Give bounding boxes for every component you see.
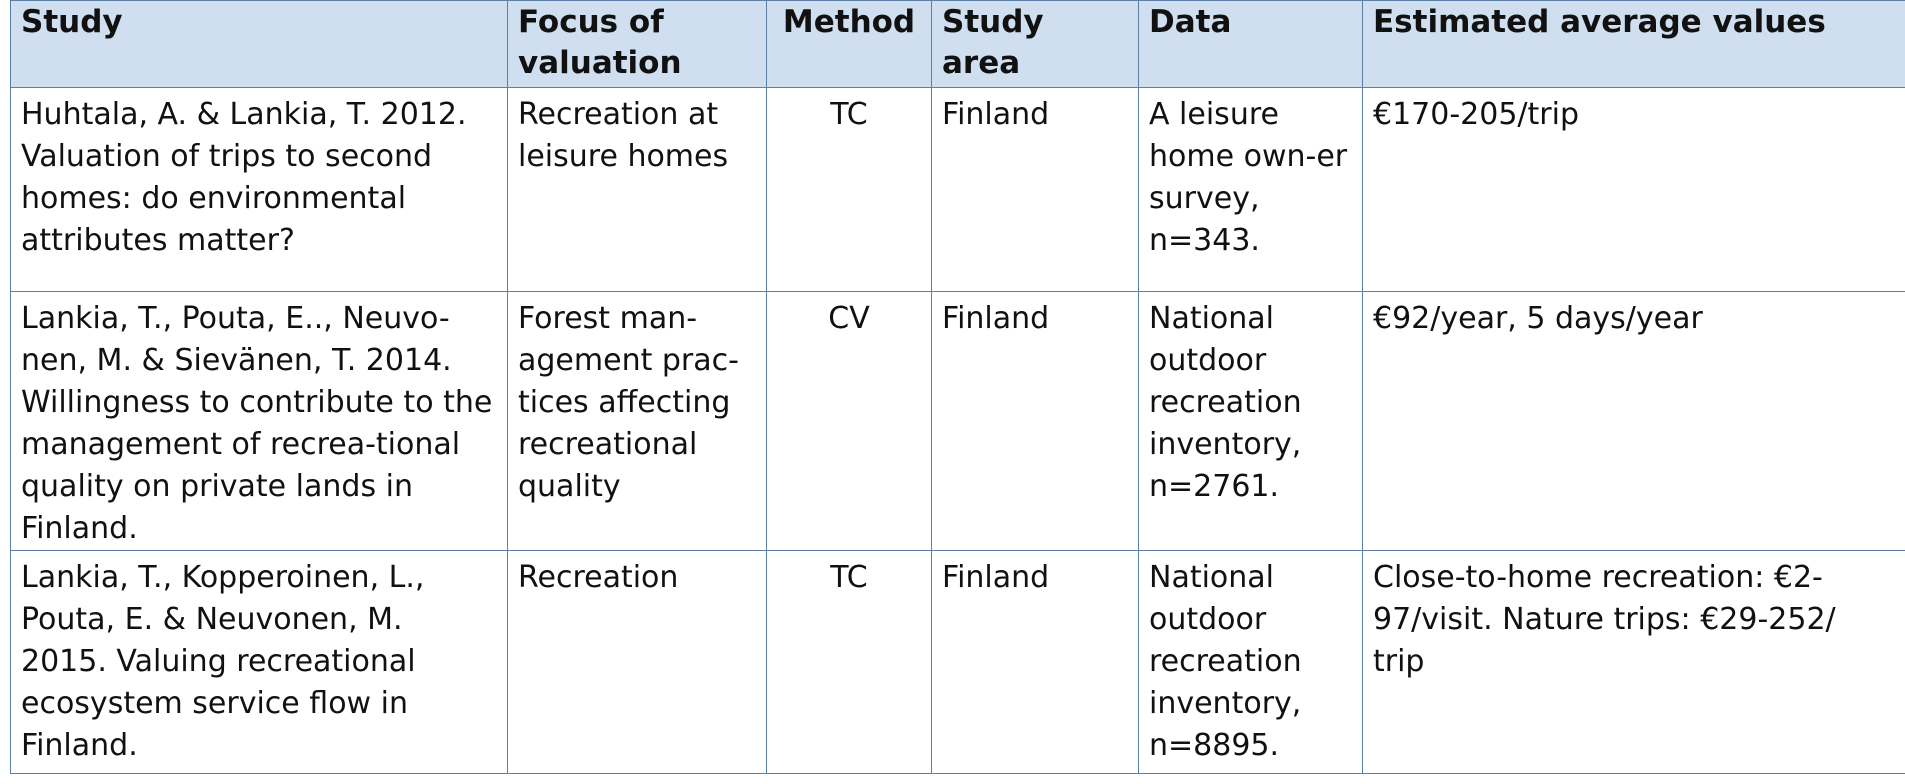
cell-study: Lankia, T., Kopperoinen, L., Pouta, E. & Neuvonen, M. 2015. Valuing recreational ecosystem service flow in Finland. <box>11 551 508 774</box>
table-header-row <box>11 1 1905 88</box>
header-method: Method <box>767 1 932 88</box>
header-study: Study <box>11 1 508 88</box>
cell-study: Lankia, T., Pouta, E.., Neuvo-nen, M. & Sievänen, T. 2014. Willingness to contribute to the management of recrea-tional quality on private lands in Finland. <box>11 292 508 551</box>
cell-study-area: Finland <box>932 551 1139 774</box>
cell-focus: Forest man-agement prac-tices affecting recreational quality <box>508 292 767 551</box>
cell-data: National outdoor recreation inventory, n=2761. <box>1139 292 1363 551</box>
header-focus-of-valuation: Focus of valuation <box>508 1 767 88</box>
header-study-area: Study area <box>932 1 1139 88</box>
cell-data: A leisure home own-er survey, n=343. <box>1139 88 1363 292</box>
cell-method: CV <box>767 292 932 551</box>
cell-values: €92/year, 5 days/year <box>1363 292 1905 551</box>
cell-study-area: Finland <box>932 292 1139 551</box>
header-estimated-average-values: Estimated average values <box>1363 1 1905 88</box>
cell-method: TC <box>767 551 932 774</box>
cell-study: Huhtala, A. & Lankia, T. 2012. Valuation of trips to second homes: do environmental attributes matter? <box>11 88 508 292</box>
valuation-studies-table <box>10 0 1905 774</box>
cell-focus: Recreation <box>508 551 767 774</box>
table-row <box>11 551 1905 774</box>
cell-values: Close-to-home recreation: €2-97/visit. Nature trips: €29-252/ trip <box>1363 551 1905 774</box>
header-data: Data <box>1139 1 1363 88</box>
cell-values: €170-205/trip <box>1363 88 1905 292</box>
table-row <box>11 292 1905 551</box>
cell-study-area: Finland <box>932 88 1139 292</box>
cell-data: National outdoor recreation inventory, n=8895. <box>1139 551 1363 774</box>
valuation-studies-table-container <box>10 0 1905 774</box>
table-row <box>11 88 1905 292</box>
cell-focus: Recreation at leisure homes <box>508 88 767 292</box>
cell-method: TC <box>767 88 932 292</box>
